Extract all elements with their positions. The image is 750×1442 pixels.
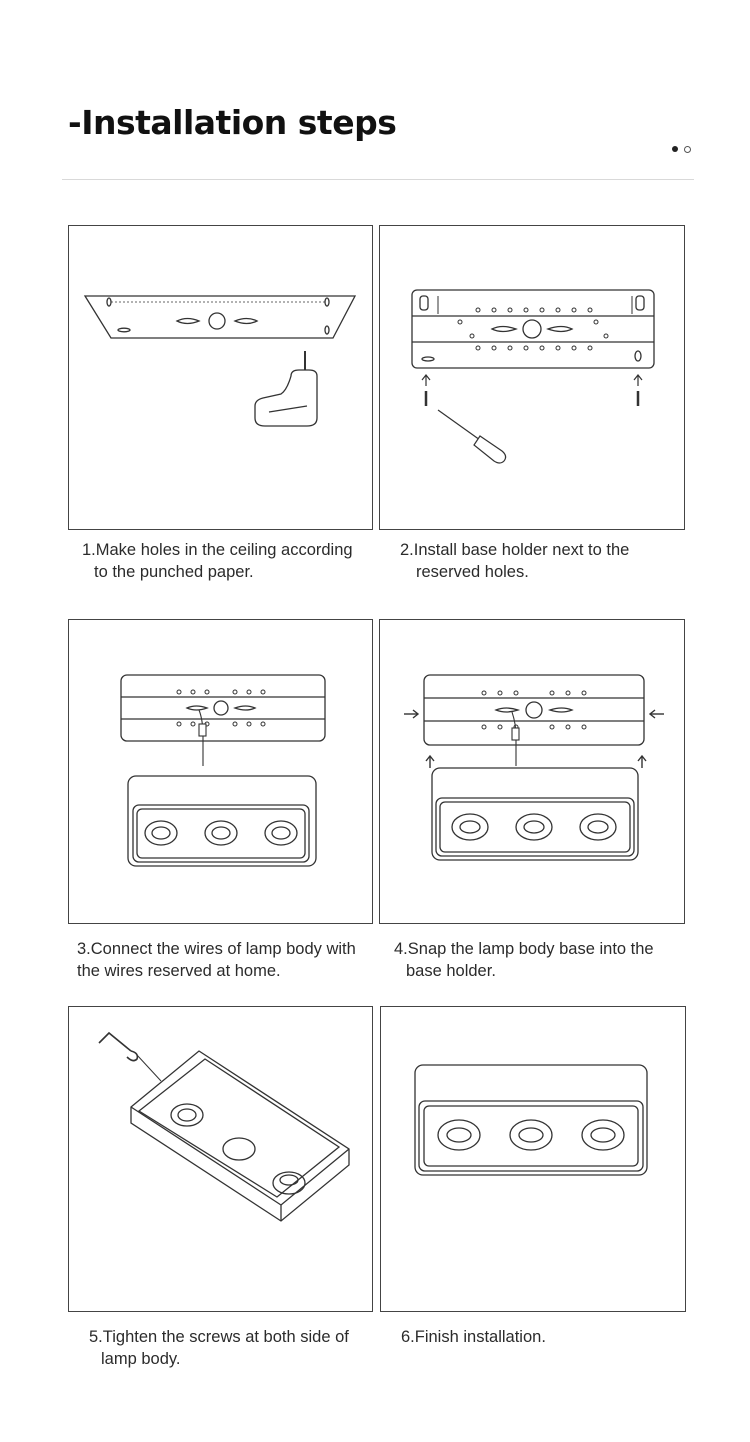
allen-key-icon: [99, 1033, 161, 1081]
step-4-illustration: [379, 619, 685, 924]
lamp-body: [432, 768, 638, 860]
punched-paper: [85, 296, 355, 338]
step-5-illustration: [68, 1006, 373, 1312]
step-5-caption-line1: 5.Tighten the screws at both side of: [89, 1328, 349, 1346]
step-5-caption: [89, 1327, 349, 1370]
step-4-caption-line2: base holder.: [406, 961, 496, 980]
step-3-caption-line1: 3.Connect the wires of lamp body with: [77, 940, 356, 958]
wire: [512, 712, 519, 766]
arrow-icon: [404, 710, 664, 768]
step-2-caption: [400, 540, 629, 583]
screw-icon: [422, 375, 642, 406]
base-holder: [424, 675, 644, 745]
step-4-caption: [394, 939, 654, 982]
step-6-caption: [401, 1327, 546, 1349]
pager-dots-icon: [672, 146, 696, 156]
base-holder: [121, 675, 325, 741]
pager-dot-inactive: [684, 146, 691, 153]
pager-dot-active: [672, 146, 678, 152]
step-6-illustration: [380, 1006, 686, 1312]
step-2-caption-line2: reserved holes.: [416, 562, 529, 581]
step-1-caption: [82, 540, 353, 583]
base-holder: [412, 290, 654, 368]
step-4-caption-line1: 4.Snap the lamp body base into the: [394, 940, 654, 958]
step-1-caption-line1: 1.Make holes in the ceiling according: [82, 541, 353, 559]
step-1-caption-line2: to the punched paper.: [94, 562, 254, 581]
screwdriver-icon: [438, 410, 506, 463]
step-5-caption-line2: lamp body.: [101, 1349, 181, 1368]
step-3-caption-line2: the wires reserved at home.: [77, 961, 281, 980]
step-2-caption-line1: 2.Install base holder next to the: [400, 541, 630, 559]
lamp-body: [415, 1065, 647, 1175]
step-3-illustration: [68, 619, 373, 924]
step-1-illustration: [68, 225, 373, 530]
lamp-body: [128, 776, 316, 866]
page-title: -Installation steps: [68, 103, 397, 142]
step-6-caption-line1: 6.Finish installation.: [401, 1328, 546, 1346]
step-2-illustration: [379, 225, 685, 530]
step-3-caption: [77, 939, 356, 982]
lamp-body: [131, 1051, 349, 1221]
header-divider: [62, 179, 694, 180]
drill-icon: [255, 351, 317, 426]
